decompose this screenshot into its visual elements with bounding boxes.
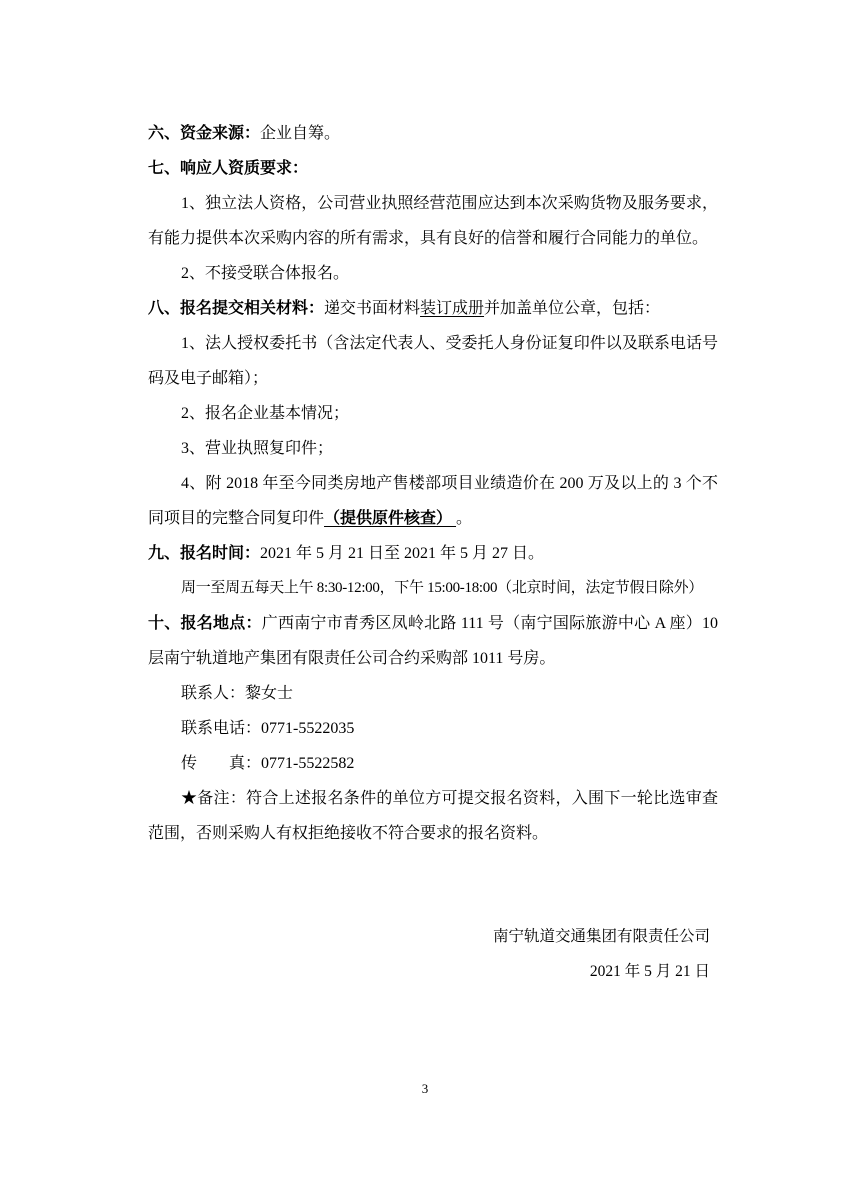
- text-run: 1、独立法人资格，公司营业执照经营范围应达到本次采购货物及服务要求，有能力提供本次采购内容的所有需求，具有良好的信誉和履行合同能力的单位。: [148, 195, 718, 247]
- paragraph: [148, 396, 718, 431]
- paragraph: [148, 466, 718, 536]
- text-run: ★备注：符合上述报名条件的单位方可提交报名资料，入围下一轮比选审查范围，否则采购人有权拒绝接收不符合要求的报名资料。: [148, 790, 718, 842]
- paragraph: [148, 606, 718, 676]
- text-run: 。: [456, 510, 473, 527]
- paragraph: [148, 431, 718, 466]
- paragraph: [148, 536, 718, 571]
- emphasis-run: 十、报名地点：: [148, 615, 262, 632]
- emphasis-run: 九、报名时间：: [148, 545, 261, 562]
- text-run: 并加盖单位公章，包括：: [484, 300, 661, 317]
- page-number: 3: [421, 1081, 429, 1096]
- signature-date: 2021 年 5 月 21 日: [589, 963, 710, 980]
- emphasis-run: 七、响应人资质要求：: [148, 160, 309, 177]
- emphasis-run: （提供原件核查）: [324, 510, 457, 527]
- emphasis-run: 装订成册: [420, 300, 485, 317]
- emphasis-run: 八、报名提交相关材料：: [148, 300, 325, 317]
- text-run: 周一至周五每天上午 8:30-12:00，下午 15:00-18:00（北京时间，法定节假日除外）: [181, 580, 703, 596]
- paragraph: [148, 571, 718, 606]
- paragraph: [148, 291, 718, 326]
- signature-block: [148, 919, 718, 989]
- paragraph: [148, 256, 718, 291]
- text-run: 4、附 2018 年至今同类房地产售楼部项目业绩造价在 200 万及以上的 3 个不同项目的完整合同复印件: [148, 475, 718, 527]
- text-run: 2、报名企业基本情况；: [181, 405, 350, 422]
- paragraph: [148, 186, 718, 256]
- text-run: 递交书面材料: [324, 300, 421, 317]
- document-body: [148, 116, 718, 989]
- text-run: 传 真：0771-5522582: [181, 755, 355, 772]
- text-run: 企业自筹。: [260, 125, 341, 142]
- text-run: 2021 年 5 月 21 日至 2021 年 5 月 27 日。: [260, 545, 545, 562]
- text-run: 广西南宁市青秀区凤岭北路 111 号（南宁国际旅游中心 A 座）10 层南宁轨道地产集团有限责任公司合约采购部 1011 号房。: [148, 615, 718, 667]
- text-run: 联系电话：0771-5522035: [181, 720, 355, 737]
- paragraph: [148, 676, 718, 711]
- paragraph: [148, 116, 718, 151]
- emphasis-run: 六、资金来源：: [148, 125, 261, 142]
- paragraph: [148, 746, 718, 781]
- text-run: 1、法人授权委托书（含法定代表人、受委托人身份证复印件以及联系电话号码及电子邮箱）；: [148, 335, 718, 387]
- text-run: 3、营业执照复印件；: [181, 440, 334, 457]
- paragraph: [148, 711, 718, 746]
- text-run: 2、不接受联合体报名。: [181, 265, 350, 282]
- signature-company: 南宁轨道交通集团有限责任公司: [492, 928, 710, 945]
- paragraph: [148, 151, 718, 186]
- paragraph: [148, 326, 718, 396]
- paragraph: [148, 781, 718, 851]
- text-run: 联系人：黎女士: [181, 685, 294, 702]
